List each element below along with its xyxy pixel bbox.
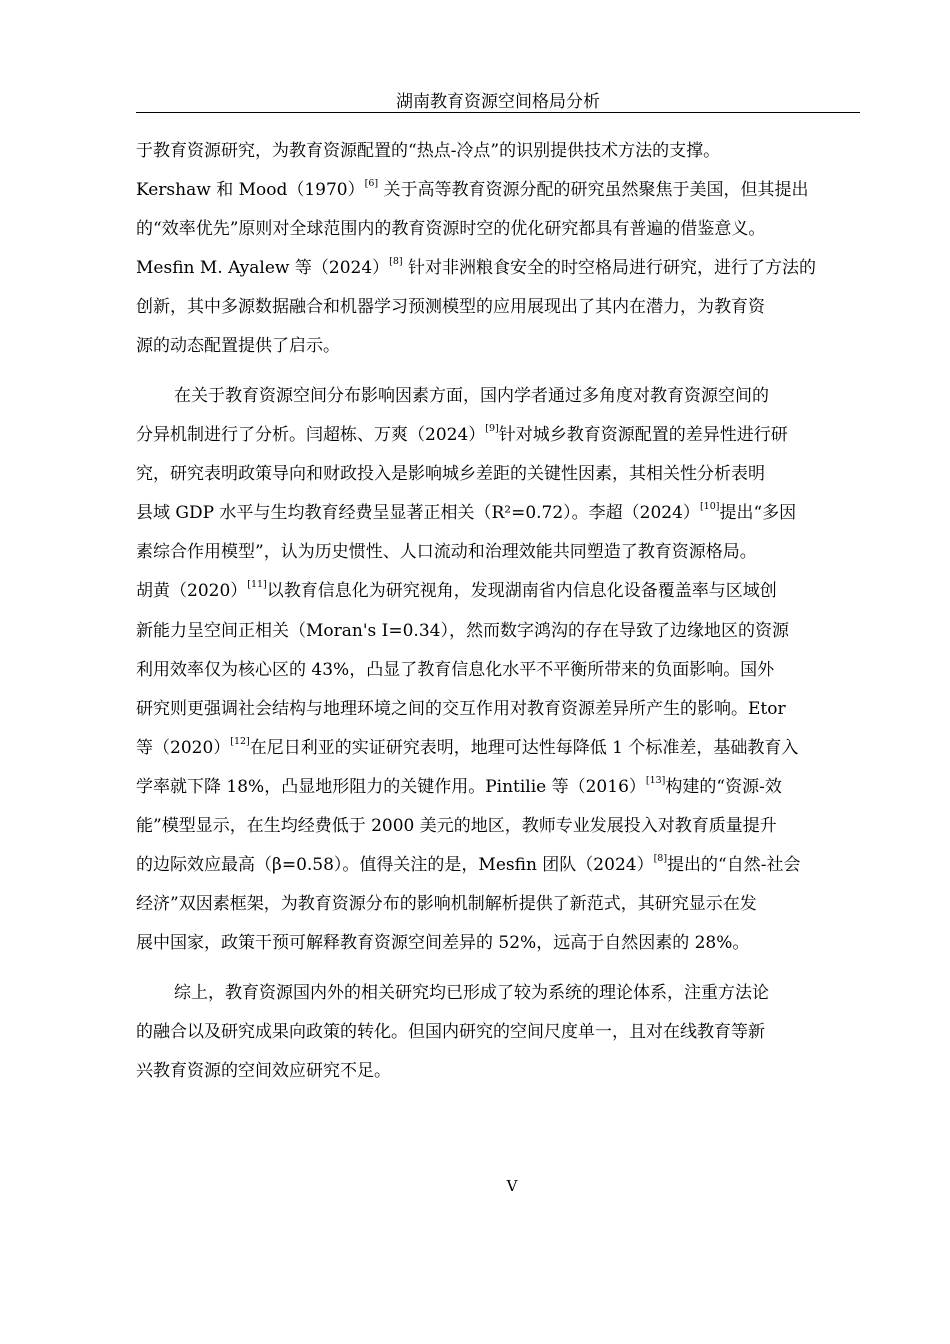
line-text: 展中国家，政策干预可解释教育资源空间差异的 52%，远高于自然因素的 28%。 — [136, 933, 750, 954]
line-text: 兴教育资源的空间效应研究不足。 — [136, 1061, 391, 1082]
text-line — [136, 1013, 860, 1052]
text-line — [136, 846, 860, 885]
paragraph-1 — [136, 132, 860, 367]
page-number-label: V — [506, 1177, 518, 1195]
text-line — [136, 729, 860, 768]
line-text: 于教育资源研究，为教育资源配置的“热点-冷点”的识别提供技术方法的支撑。 — [136, 141, 721, 161]
text-line — [136, 377, 860, 416]
citation-ref: [9] — [485, 423, 499, 435]
text-line — [136, 974, 860, 1013]
line-text-continued: 提出“多因 — [719, 503, 797, 524]
text-line — [136, 1052, 860, 1091]
text-line — [136, 807, 860, 846]
line-text: 创新，其中多源数据融合和机器学习预测模型的应用展现出了其内在潜力，为教育资 — [136, 297, 765, 318]
header-title: 湖南教育资源空间格局分析 — [396, 92, 600, 112]
text-line — [136, 533, 860, 572]
line-text: 等（2020） — [136, 737, 231, 758]
citation-ref: [6] — [364, 178, 379, 190]
text-line — [136, 288, 860, 327]
citation-ref: [8] — [389, 256, 403, 268]
citation-ref: [13] — [645, 774, 666, 786]
line-text: 利用效率仅为核心区的 43%，凸显了教育信息化水平不平衡所带来的负面影响。国外 — [136, 659, 775, 680]
line-text: 的边际效应最高（β=0.58）。值得关注的是，Mesfin 团队（2024） — [136, 855, 654, 876]
line-text-continued: 针对非洲粮食安全的时空格局进行研究，进行了方法的 — [402, 258, 817, 279]
line-text-continued: 构建的“资源-效 — [665, 776, 782, 797]
page-number — [0, 1172, 950, 1200]
line-text: 的融合以及研究成果向政策的转化。但国内研究的空间尺度单一，且对在线教育等新 — [136, 1022, 765, 1043]
line-text: 究，研究表明政策导向和财政投入是影响城乡差距的关键性因素，其相关性分析表明 — [136, 464, 765, 485]
line-text: 素综合作用模型”，认为历史惯性、人口流动和治理效能共同塑造了教育资源格局。 — [136, 542, 757, 563]
line-text-continued: 在尼日利亚的实证研究表明，地理可达性每降低 1 个标准差，基础教育入 — [249, 737, 799, 758]
text-line — [136, 171, 860, 210]
line-text: 源的动态配置提供了启示。 — [136, 336, 340, 357]
line-text: 研究则更强调社会结构与地理环境之间的交互作用对教育资源差异所产生的影响。Etor — [136, 698, 786, 719]
line-text: 县域 GDP 水平与生均教育经费呈显著正相关（R²=0.72）。李超（2024） — [136, 503, 700, 524]
text-line — [136, 924, 860, 963]
line-text-continued: 以教育信息化为研究视角，发现湖南省内信息化设备覆盖率与区域创 — [266, 581, 777, 602]
line-text-continued: 关于高等教育资源分配的研究虽然聚焦于美国，但其提出 — [378, 180, 809, 201]
text-line — [136, 612, 860, 651]
paragraph-3 — [136, 974, 860, 1091]
line-text: 学率就下降 18%，凸显地形阻力的关键作用。Pintilie 等（2016） — [136, 776, 646, 797]
text-line — [136, 690, 860, 729]
citation-ref: [11] — [247, 579, 267, 591]
text-line — [136, 132, 860, 171]
line-text: 分异机制进行了分析。闫超栋、万爽（2024） — [136, 425, 486, 446]
text-line — [136, 885, 860, 924]
citation-ref: [10] — [699, 501, 720, 513]
line-text: 综上，教育资源国内外的相关研究均已形成了较为系统的理论体系，注重方法论 — [174, 983, 769, 1003]
citation-ref: [12] — [230, 735, 250, 747]
text-line — [136, 572, 860, 611]
text-line — [136, 249, 860, 288]
running-header — [136, 88, 860, 113]
line-text: 在关于教育资源空间分布影响因素方面，国内学者通过多角度对教育资源空间的 — [174, 386, 769, 406]
line-text: 的“效率优先”原则对全球范围内的教育资源时空的优化研究都具有普遍的借鉴意义。 — [136, 219, 766, 240]
text-line — [136, 768, 860, 807]
text-line — [136, 416, 860, 455]
text-line — [136, 327, 860, 366]
text-line — [136, 210, 860, 249]
line-text-continued: 提出的“自然-社会 — [667, 855, 801, 876]
line-text: 新能力呈空间正相关（Moran's I=0.34），然而数字鸿沟的存在导致了边缘地区的资源 — [136, 620, 789, 641]
line-text: 胡黄（2020） — [136, 581, 248, 602]
line-text-continued: 针对城乡教育资源配置的差异性进行研 — [498, 425, 788, 446]
line-text: Kershaw 和 Mood（1970） — [136, 180, 365, 201]
paragraph-2 — [136, 377, 860, 963]
line-text: 能”模型显示，在生均经费低于 2000 美元的地区，教师专业发展投入对教育质量提升 — [136, 816, 777, 837]
text-line — [136, 494, 860, 533]
citation-ref: [8] — [653, 853, 668, 865]
line-text: 经济”双因素框架，为教育资源分布的影响机制解析提供了新范式，其研究显示在发 — [136, 894, 757, 915]
text-line — [136, 455, 860, 494]
line-text: Mesfin M. Ayalew 等（2024） — [136, 258, 390, 279]
text-line — [136, 651, 860, 690]
